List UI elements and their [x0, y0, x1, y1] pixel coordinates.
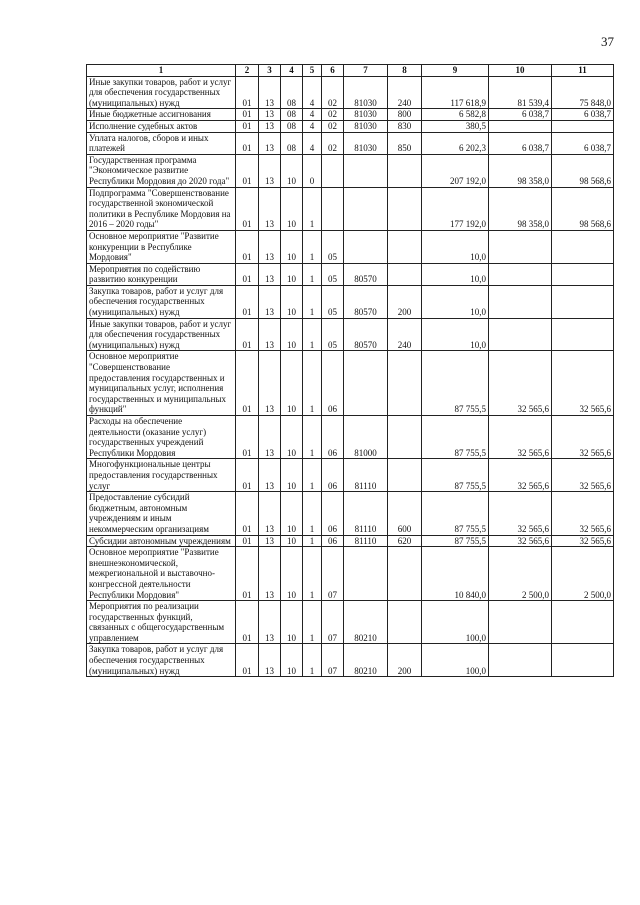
- table-row: [87, 547, 614, 601]
- amount-cell: 207 192,0: [422, 154, 489, 187]
- code-cell: 10: [281, 351, 303, 416]
- amount-cell: 98 568,6: [552, 187, 614, 230]
- code-cell: 13: [259, 318, 281, 351]
- expense-name-cell: Закупка товаров, работ и услуг для обеспечения государственных (муниципальных) нужд: [87, 285, 236, 318]
- expense-name-cell: Иные бюджетные ассигнования: [87, 109, 236, 121]
- code-cell: 13: [259, 285, 281, 318]
- code-cell: 240: [388, 76, 422, 109]
- code-cell: 1: [303, 230, 322, 263]
- amount-cell: [552, 644, 614, 677]
- code-cell: [388, 154, 422, 187]
- code-cell: 81110: [344, 535, 388, 547]
- code-cell: 08: [281, 109, 303, 121]
- code-cell: 13: [259, 601, 281, 644]
- amount-cell: 32 565,6: [489, 492, 552, 535]
- expense-name-cell: Мероприятия по содействию развитию конкуренции: [87, 263, 236, 285]
- code-cell: 1: [303, 535, 322, 547]
- code-cell: [388, 230, 422, 263]
- expense-name-cell: Иные закупки товаров, работ и услуг для обеспечения государственных (муниципальных) нужд: [87, 318, 236, 351]
- table-row: [87, 285, 614, 318]
- code-cell: 07: [322, 547, 344, 601]
- code-cell: 13: [259, 187, 281, 230]
- expense-name-cell: Государственная программа "Экономическое развитие Республики Мордовия до 2020 года": [87, 154, 236, 187]
- amount-cell: [489, 601, 552, 644]
- code-cell: [388, 351, 422, 416]
- expense-name-cell: Уплата налогов, сборов и иных платежей: [87, 132, 236, 154]
- expense-name-cell: Основное мероприятие "Развитие конкуренции в Республике Мордовия": [87, 230, 236, 263]
- code-cell: 600: [388, 492, 422, 535]
- amount-cell: 100,0: [422, 601, 489, 644]
- column-header: 9: [422, 65, 489, 77]
- code-cell: 10: [281, 285, 303, 318]
- amount-cell: 87 755,5: [422, 535, 489, 547]
- code-cell: 05: [322, 318, 344, 351]
- table-row: [87, 535, 614, 547]
- code-cell: 1: [303, 318, 322, 351]
- code-cell: 05: [322, 285, 344, 318]
- amount-cell: 117 618,9: [422, 76, 489, 109]
- code-cell: 13: [259, 132, 281, 154]
- column-header: 6: [322, 65, 344, 77]
- code-cell: 05: [322, 263, 344, 285]
- code-cell: 01: [236, 547, 259, 601]
- column-header: 4: [281, 65, 303, 77]
- code-cell: 800: [388, 109, 422, 121]
- code-cell: [388, 263, 422, 285]
- code-cell: 02: [322, 76, 344, 109]
- code-cell: 13: [259, 109, 281, 121]
- page-number: 37: [601, 34, 614, 49]
- amount-cell: 10,0: [422, 318, 489, 351]
- amount-cell: 32 565,6: [552, 416, 614, 459]
- code-cell: 13: [259, 416, 281, 459]
- code-cell: 10: [281, 644, 303, 677]
- code-cell: 10: [281, 535, 303, 547]
- code-cell: 13: [259, 644, 281, 677]
- table-row: [87, 318, 614, 351]
- amount-cell: 32 565,6: [489, 535, 552, 547]
- code-cell: 07: [322, 644, 344, 677]
- code-cell: 13: [259, 547, 281, 601]
- expense-name-cell: Субсидии автономным учреждениям: [87, 535, 236, 547]
- code-cell: 07: [322, 601, 344, 644]
- budget-table: [86, 64, 614, 677]
- code-cell: [344, 230, 388, 263]
- expense-name-cell: Основное мероприятие "Развитие внешнеэкономической, межрегиональной и выставочно-конгрессной деятельности Республики Мордовия": [87, 547, 236, 601]
- code-cell: 81110: [344, 459, 388, 492]
- column-header: 5: [303, 65, 322, 77]
- amount-cell: 81 539,4: [489, 76, 552, 109]
- code-cell: 10: [281, 492, 303, 535]
- code-cell: 80570: [344, 263, 388, 285]
- amount-cell: [552, 285, 614, 318]
- code-cell: 01: [236, 120, 259, 132]
- table-row: [87, 644, 614, 677]
- code-cell: 1: [303, 263, 322, 285]
- table-row: [87, 351, 614, 416]
- table-row: [87, 154, 614, 187]
- code-cell: 80210: [344, 644, 388, 677]
- code-cell: 10: [281, 416, 303, 459]
- code-cell: [388, 547, 422, 601]
- code-cell: 81030: [344, 132, 388, 154]
- table-row: [87, 132, 614, 154]
- code-cell: 1: [303, 547, 322, 601]
- amount-cell: 10,0: [422, 263, 489, 285]
- expense-name-cell: Предоставление субсидий бюджетным, автономным учреждениям и иным некоммерческим организациям: [87, 492, 236, 535]
- code-cell: 01: [236, 492, 259, 535]
- code-cell: 01: [236, 154, 259, 187]
- amount-cell: 87 755,5: [422, 351, 489, 416]
- code-cell: 02: [322, 132, 344, 154]
- amount-cell: 2 500,0: [552, 547, 614, 601]
- code-cell: 06: [322, 459, 344, 492]
- code-cell: 4: [303, 120, 322, 132]
- table-row: [87, 459, 614, 492]
- amount-cell: 32 565,6: [552, 535, 614, 547]
- code-cell: 06: [322, 416, 344, 459]
- amount-cell: 98 358,0: [489, 154, 552, 187]
- code-cell: 13: [259, 351, 281, 416]
- table-row: [87, 230, 614, 263]
- code-cell: 81030: [344, 76, 388, 109]
- code-cell: 08: [281, 76, 303, 109]
- expense-name-cell: Мероприятия по реализации государственных функций, связанных с общегосударственным управлением: [87, 601, 236, 644]
- code-cell: 1: [303, 459, 322, 492]
- amount-cell: 6 038,7: [489, 109, 552, 121]
- column-header: 7: [344, 65, 388, 77]
- code-cell: 1: [303, 351, 322, 416]
- code-cell: 200: [388, 285, 422, 318]
- amount-cell: 75 848,0: [552, 76, 614, 109]
- code-cell: 4: [303, 132, 322, 154]
- amount-cell: 87 755,5: [422, 416, 489, 459]
- table-row: [87, 187, 614, 230]
- expense-name-cell: Исполнение судебных актов: [87, 120, 236, 132]
- amount-cell: 32 565,6: [489, 416, 552, 459]
- code-cell: 80570: [344, 285, 388, 318]
- table-body: [87, 76, 614, 677]
- code-cell: [388, 187, 422, 230]
- code-cell: [344, 351, 388, 416]
- table-row: [87, 109, 614, 121]
- code-cell: 13: [259, 120, 281, 132]
- code-cell: 05: [322, 230, 344, 263]
- code-cell: [344, 187, 388, 230]
- code-cell: 80210: [344, 601, 388, 644]
- code-cell: 10: [281, 318, 303, 351]
- code-cell: 01: [236, 187, 259, 230]
- code-cell: 01: [236, 132, 259, 154]
- amount-cell: 6 038,7: [489, 132, 552, 154]
- code-cell: 01: [236, 285, 259, 318]
- column-header: 11: [552, 65, 614, 77]
- code-cell: 02: [322, 109, 344, 121]
- amount-cell: [489, 120, 552, 132]
- expense-name-cell: Расходы на обеспечение деятельности (оказание услуг) государственных учреждений Республики Мордовия: [87, 416, 236, 459]
- code-cell: 1: [303, 644, 322, 677]
- code-cell: 10: [281, 547, 303, 601]
- column-header: 2: [236, 65, 259, 77]
- amount-cell: 2 500,0: [489, 547, 552, 601]
- expense-name-cell: Подпрограмма "Совершенствование государственной экономической политики в Республике Мордовия на 2016 – 2020 годы": [87, 187, 236, 230]
- code-cell: 13: [259, 535, 281, 547]
- column-header: 10: [489, 65, 552, 77]
- header-row: [87, 65, 614, 77]
- table-row: [87, 263, 614, 285]
- code-cell: 1: [303, 601, 322, 644]
- table-row: [87, 601, 614, 644]
- amount-cell: [552, 263, 614, 285]
- code-cell: [388, 459, 422, 492]
- code-cell: 81000: [344, 416, 388, 459]
- expense-name-cell: Иные закупки товаров, работ и услуг для обеспечения государственных (муниципальных) нужд: [87, 76, 236, 109]
- amount-cell: 6 582,8: [422, 109, 489, 121]
- code-cell: 850: [388, 132, 422, 154]
- amount-cell: 6 038,7: [552, 109, 614, 121]
- amount-cell: [489, 318, 552, 351]
- code-cell: [388, 416, 422, 459]
- code-cell: 01: [236, 76, 259, 109]
- code-cell: 10: [281, 187, 303, 230]
- code-cell: 1: [303, 285, 322, 318]
- expense-name-cell: Основное мероприятие "Совершенствование предоставления государственных и муниципальных услуг, исполнения государственных и муниципальных функций": [87, 351, 236, 416]
- amount-cell: 87 755,5: [422, 492, 489, 535]
- code-cell: 01: [236, 459, 259, 492]
- amount-cell: 98 358,0: [489, 187, 552, 230]
- column-header: 1: [87, 65, 236, 77]
- code-cell: 06: [322, 492, 344, 535]
- code-cell: 10: [281, 154, 303, 187]
- expense-name-cell: Многофункциональные центры предоставления государственных услуг: [87, 459, 236, 492]
- amount-cell: [489, 263, 552, 285]
- code-cell: 13: [259, 154, 281, 187]
- code-cell: 13: [259, 492, 281, 535]
- code-cell: 1: [303, 187, 322, 230]
- amount-cell: [552, 601, 614, 644]
- amount-cell: 100,0: [422, 644, 489, 677]
- amount-cell: 380,5: [422, 120, 489, 132]
- code-cell: [344, 154, 388, 187]
- code-cell: 01: [236, 535, 259, 547]
- code-cell: 80570: [344, 318, 388, 351]
- amount-cell: 177 192,0: [422, 187, 489, 230]
- code-cell: [322, 187, 344, 230]
- column-header: 8: [388, 65, 422, 77]
- table-row: [87, 76, 614, 109]
- amount-cell: 10 840,0: [422, 547, 489, 601]
- table-row: [87, 492, 614, 535]
- amount-cell: 98 568,6: [552, 154, 614, 187]
- code-cell: 0: [303, 154, 322, 187]
- amount-cell: 32 565,6: [552, 459, 614, 492]
- code-cell: 620: [388, 535, 422, 547]
- amount-cell: 10,0: [422, 285, 489, 318]
- code-cell: 01: [236, 230, 259, 263]
- code-cell: 81030: [344, 120, 388, 132]
- code-cell: 10: [281, 230, 303, 263]
- amount-cell: 6 038,7: [552, 132, 614, 154]
- code-cell: 10: [281, 263, 303, 285]
- amount-cell: 32 565,6: [552, 351, 614, 416]
- code-cell: 81110: [344, 492, 388, 535]
- code-cell: 08: [281, 132, 303, 154]
- code-cell: 240: [388, 318, 422, 351]
- code-cell: 06: [322, 535, 344, 547]
- code-cell: 200: [388, 644, 422, 677]
- code-cell: 1: [303, 492, 322, 535]
- amount-cell: [552, 120, 614, 132]
- code-cell: 13: [259, 459, 281, 492]
- code-cell: 01: [236, 351, 259, 416]
- code-cell: 01: [236, 644, 259, 677]
- amount-cell: [489, 285, 552, 318]
- code-cell: 830: [388, 120, 422, 132]
- table-row: [87, 120, 614, 132]
- amount-cell: 32 565,6: [552, 492, 614, 535]
- amount-cell: [489, 230, 552, 263]
- amount-cell: 10,0: [422, 230, 489, 263]
- code-cell: 81030: [344, 109, 388, 121]
- amount-cell: 87 755,5: [422, 459, 489, 492]
- code-cell: 06: [322, 351, 344, 416]
- code-cell: [322, 154, 344, 187]
- expense-name-cell: Закупка товаров, работ и услуг для обеспечения государственных (муниципальных) нужд: [87, 644, 236, 677]
- code-cell: [388, 601, 422, 644]
- amount-cell: 32 565,6: [489, 351, 552, 416]
- code-cell: 13: [259, 263, 281, 285]
- amount-cell: [552, 230, 614, 263]
- code-cell: 1: [303, 416, 322, 459]
- code-cell: [344, 547, 388, 601]
- table-row: [87, 416, 614, 459]
- column-header: 3: [259, 65, 281, 77]
- code-cell: 10: [281, 459, 303, 492]
- code-cell: 01: [236, 601, 259, 644]
- code-cell: 4: [303, 76, 322, 109]
- code-cell: 13: [259, 76, 281, 109]
- code-cell: 01: [236, 318, 259, 351]
- code-cell: 4: [303, 109, 322, 121]
- amount-cell: 32 565,6: [489, 459, 552, 492]
- code-cell: 01: [236, 416, 259, 459]
- code-cell: 08: [281, 120, 303, 132]
- code-cell: 02: [322, 120, 344, 132]
- code-cell: 10: [281, 601, 303, 644]
- code-cell: 01: [236, 263, 259, 285]
- amount-cell: [552, 318, 614, 351]
- amount-cell: 6 202,3: [422, 132, 489, 154]
- code-cell: 01: [236, 109, 259, 121]
- amount-cell: [489, 644, 552, 677]
- code-cell: 13: [259, 230, 281, 263]
